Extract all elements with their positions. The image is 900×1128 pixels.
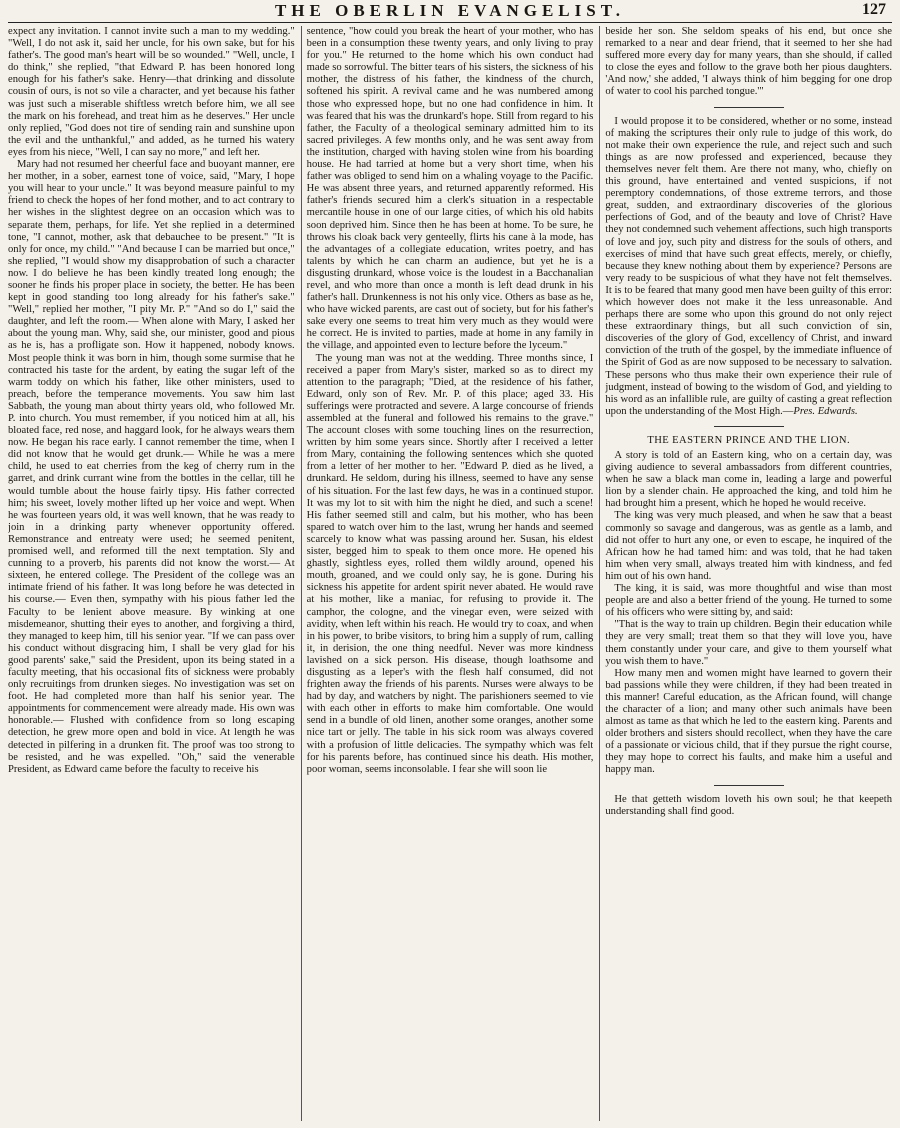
column-3 [599, 26, 892, 1121]
story-paragraph-2: The king was very much pleased, and when he saw that a beast commonly so savage and dangerous, was as gentle as a lamb, and did not offer to hurt any one, or even to escape, he inquired of the African how he had tamed him: and was told, that he had taken him when very small, always treated him with kindness, and fed him out of his own hand. [605, 510, 892, 582]
column-1 [8, 26, 295, 1121]
newspaper-title: THE OBERLIN EVANGELIST. [274, 1, 626, 20]
column-1-paragraph-1: expect any invitation. I cannot invite such a man to my wedding." "Well, I do not ask it, said her uncle, for his own sake, but for his father's. The good man's heart will be so wounded." "Well, uncle, I do think," she replied, "that Edward P. has been honored long enough for his father's sake. Henry—that drinking and dissolute cousin of ours, is not so vile a character, and yet because his father was just such a miserable shiftless wretch before him, we all see the mark on his forehead, and treat him as he deserves." Her uncle only replied, "God does not tire of sending rain and sunshine upon the evil and the unthankful," and added, as he turned his watery eyes from his niece, "Well, I can say no more," and left her. [8, 26, 295, 158]
story-paragraph-4: "That is the way to train up children. Begin their education while they are very small; treat them so that they will love you, have them constantly under your care, and give to them yourself what you wish them to have." [605, 619, 892, 667]
section-divider [714, 785, 784, 786]
article-columns [8, 26, 892, 1121]
section-divider [714, 426, 784, 427]
column-1-paragraph-2: Mary had not resumed her cheerful face and buoyant manner, ere her mother, in a sober, earnest tone of voice, said, "Mary, I hope you will hear to your uncle." It was beyond measure painful to my friend to check the hopes of her fond mother, and to act contrary to her wishes in the slightest degree on an occasion which was to separate them, perhaps, for life. Yet she replied in a determined tone, "I cannot, mother, ask that debauchee to be present." "It is only for once, my child." "And because I can be married but once," she replied, "I would show my disapprobation of such a character now. I do believe he has been kindly treated long enough; the sooner he finds his proper place in society, the better. He has been kept in good standing too long already for his father's sake." "Well," replied her mother, "I pity Mr. P." "And so do I," said the daughter, and left the room.— When alone with Mary, I asked her about the young man. Why, said she, our minister, good and pious as he is, has a profligate son. How it happened, nobody knows. Most people think it was born in him, though some surmise that he contracted his taste for the ardent, by eating the sugar left of the warm toddy on which his father, like other ministers, used to preach, before the temperance movements. You saw him last Sabbath, the young man about thirty years old, who followed Mr. P. into church. You must remember, if you noticed him at all, his bloated face, red nose, and haggard look, for he always wears them now. He began his race early. I cannot remember the time, when I did not know that he would get drunk.— While he was a mere child, he used to eat cherries from the keg of cherry rum in the garret, and drink currant wine from the bottles in the cellar, till he would tumble about the house fairly tipsy. His father corrected him; his sweet, lovely mother lifted up her voice and wept. When he was fourteen years old, it was well known, that he was ready to join in a drinking party whenever opportunity offered. Remonstrance and entreaty were used; he seemed penitent, promised well, and reformed till the next temptation. Sly and cunning to a proverb, his parents did not know the worst.— At sixteen, he entered college. The President of the college was an intimate friend of his father. It was long before he was detected in his course.— Even then, sympathy with his pious father led the Faculty to be lenient above measure. By winking at one misdemeanor, shutting their eyes to another, and forgiving a third, they managed to keep him, till his senior year. "If we can pass over his conduct without disgracing him, I shall be very glad for his good parents' sake," said the President, upon its being stated in a faculty meeting, that his occasional fits of sickness were probably only recruitings from drunken sieges. No investigation was set on foot. He had completed more than half his senior year. The appointments for commencement were already made. His own was honorable.— Flushed with confidence from so long escaping detection, he grew more open and bold in vice. At length he was detected in pilfering in a drunken fit. The proof was too strong to be resisted, and he was expelled. "Oh," said the venerable President, as Edward came before the faculty to receive his [8, 159, 295, 775]
story-paragraph-5: How many men and women might have learned to govern their bad passions while they were children, if they had been treated in this manner! Careful education, as the African found, will change the character of a lion; and many other such animals have been almost as tame as that which he led to the eastern king. Parents and older brothers and sisters should recollect, when they have the care of a passionate or vicious child, that if they pursue the right course, they may hope to correct his faults, and make him a useful and happy man. [605, 667, 892, 776]
masthead [8, 0, 892, 23]
section-divider [714, 107, 784, 108]
story-paragraph-1: A story is told of an Eastern king, who on a certain day, was giving audience to several ambassadors from different countries, when he saw a black man come in, leading a large and powerful lion by a slender chain. He approached the king, and told him he had brought him a present, which he hoped he would receive. [605, 450, 892, 510]
edwards-signature: Pres. Edwards. [793, 405, 858, 417]
edwards-excerpt [605, 116, 892, 418]
closing-proverb: He that getteth wisdom loveth his own soul; he that keepeth understanding shall find good. [605, 793, 892, 817]
column-3-intro: beside her son. She seldom speaks of his end, but once she remarked to a near and dear friend, that it seemed to her she had suffered more every day for many years, than she should, if called to close the eyes and follow to the grave both her pious daughters. 'And now,' she added, 'I always think of him begging for one drop of water to cool his parched tongue.'" [605, 26, 892, 98]
story-paragraph-3: The king, it is said, was more thoughtful and wise than most people are and also a better friend of the young. He turned to some of his officers who were sitting by, and said: [605, 583, 892, 619]
column-2 [301, 26, 594, 1121]
page-number: 127 [862, 1, 886, 18]
column-2-paragraph-1: sentence, "how could you break the heart of your mother, who has been in a consumption these twenty years, and only living to pray for you." He returned to the home which his own conduct had made so sorrowful. The bitter tears of his sisters, the sickness of his mother, the distress of his father, the kindness of the church, softened his spirit. A revival came and he was numbered among those who expressed hope, but no one had confidence in him. It was feared that his was the drunkard's hope. Still from regard to his father, the Faculty of a theological seminary admitted him to its sacred privileges. A few months only, and he was sent away from the institution, charged with having stolen wine from his boarding house. He had tarried at home but a very short time, when his father was obliged to send him on a whaling voyage to the Pacific. He was absent three years, and returned apparently reformed. His father's friends secured him a clerk's situation in a respectable mercantile house in one of our large cities, of which his old habits soon deprived him. Since then he has been at home. To be sure, he throws his cloak back very genteelly, flirts his cane à la mode, has the advantages of a collegiate education, writes poetry, and has talents by which he can charm an audience, but yet he is a disgusting drunkard, whose voice is the loudest in a Bacchanalian revel, and who more than once a month is left dead drunk in his father's hall. Drunkenness is not his only vice. Others as base as he, who have wicked parents, are cast out of society, but for his father's sake every one seems to treat him very much as they would were he correct. He is invited to parties, made at home in any family in the village, and appointed even to lecture before the lyceum." [306, 26, 594, 352]
column-2-paragraph-2: The young man was not at the wedding. Three months since, I received a paper from Mary's sister, marked so as to direct my attention to the paragraph; "Died, at the residence of his father, Edward, only son of Rev. Mr. P. of this place; aged 33. His sufferings were protracted and severe. A large concourse of friends assembled at the funeral and followed his remains to the grave." The account closes with some touching lines on the resurrection, written by him some years since. Shortly after I received a letter from Mary, containing the following sentences which she quoted from a letter of her mother to her. "Edward P. died as he lived, a drunkard. He seldom, during his illness, seemed to have any sense of his situation. For the last few days, he was in a continued stupor. It was my lot to sit with him the night he died, and such a scene! His father seemed still and calm, but his mother, who has been spared to watch over him to the last, wrung her hands and seemed scarcely to know what was passing around her. Susan, his eldest sister, begged him to speak to them once more. He opened his ghastly, sightless eyes, rolled them wildly around, opened his mouth, groaned, and we could only say, he is gone. During his sickness his appetite for ardent spirit never abated. He would rave at his mother, like a maniac, for refusing to provide it. The camphor, the cologne, and the vinegar even, were seized with avidity, when left within his reach. He would try to coax, and when in his power, to bribe visitors, to bring him a supply of rum, calling it, in derision, the one thing needful. Never was more kindness lavished on a sick person. His disease, though loathsome and disgusting as a leper's with the flesh half consumed, did not frighten away the friends of his parents. Nurses were always to be had by day, and watchers by night. The parishioners seemed to vie with each other in efforts to make him comfortable. One would send in a bundle of old linen, another some oranges, another some nice tart or jelly. The table in his sick room was always covered with a profusion of little delicacies. The sympathy which was felt for his parents before, has continued since his death. His mother, poor woman, seems inconsolable. I fear she will soon lie [306, 352, 594, 775]
story-heading: THE EASTERN PRINCE AND THE LION. [647, 434, 851, 446]
edwards-text: I would propose it to be considered, whether or no some, instead of making the scriptures their only rule to judge of this work, do not make their own experience the rule, and reject such and such things as are now professed and experienced, because they themselves never felt them. Are there not many, who, chiefly on this ground, have entertained and vented suspicions, if not peremptory condemnations, of those extreme terrors, and those great, sudden, and extraordinary discoveries of the glorious perfections of God, and of the beauty and love of Christ? Have they not condemned such vehement affections, such high transports of love and joy, such pity and distress for the souls of others, and exercises of mind that have such great effects, merely, or chiefly, because they knew nothing about them by experience? Persons are very ready to be suspicious of what they have not felt themselves. It is to be feared that many good men have been guilty of this error: which however does not make it the less unreasonable. And perhaps there are some who upon this ground do not only reject these extraordinary things, but all such conviction of sin, discoveries of the glory of God, excellency of Christ, and inward conviction of the truth of the gospel, by the immediate influence of the Spirit of God as are now supposed to be necessary to salvation. These persons who thus make their own experience their rule of judgment, instead of bowing to the wisdom of God, and yielding to his word as an infallible rule, are guilty of casting a great reflection upon the understanding of the Most High.— [605, 115, 892, 417]
